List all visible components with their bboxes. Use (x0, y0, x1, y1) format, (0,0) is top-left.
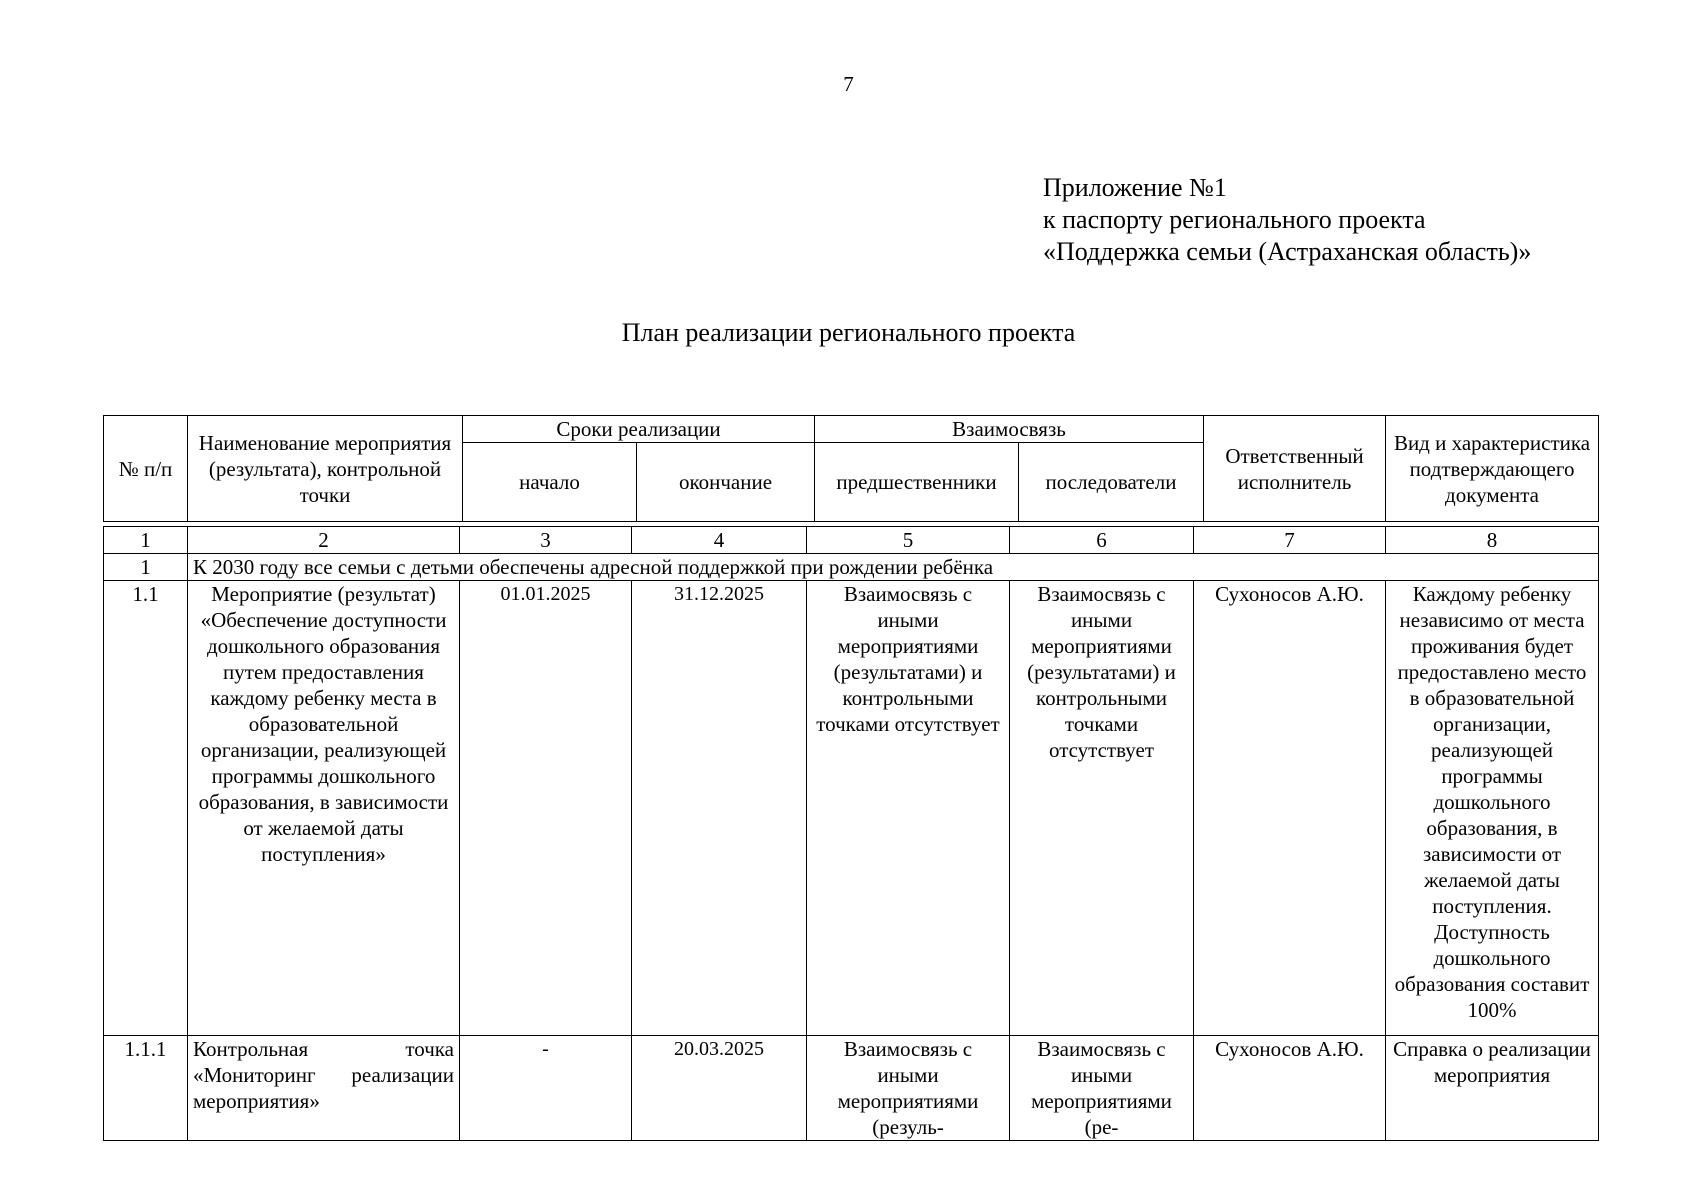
header-followers: последователи (1019, 443, 1204, 522)
table-header (103, 415, 1599, 522)
appendix-line-1: Приложение №1 (1043, 173, 1227, 202)
table-row (104, 1036, 1599, 1141)
row-start-date: - (460, 1036, 632, 1141)
header-responsible: Ответственный исполнитель (1204, 416, 1386, 522)
row-num: 1.1 (104, 581, 188, 1036)
appendix-line-3: «Поддержка семьи (Астраханская область)» (1043, 237, 1532, 266)
row-responsible: Сухоносов А.Ю. (1194, 581, 1386, 1036)
row-start-date: 01.01.2025 (460, 581, 632, 1036)
header-predecessors: предшественники (815, 443, 1019, 522)
section-num: 1 (104, 554, 188, 581)
row-responsible: Сухоносов А.Ю. (1194, 1036, 1386, 1141)
row-end-date: 20.03.2025 (632, 1036, 807, 1141)
column-number: 1 (104, 527, 188, 554)
row-predecessors: Взаимосвязь с иными мероприятиями (результатами) и контрольными точками отсутствует (807, 581, 1010, 1036)
header-terms: Сроки реализации (463, 416, 815, 443)
column-number: 3 (460, 527, 632, 554)
header-relation: Взаимосвязь (815, 416, 1204, 443)
row-followers: Взаимосвязь с иными мероприятиями (ре- (1010, 1036, 1194, 1141)
column-number: 6 (1010, 527, 1194, 554)
row-name: Контрольная точка «Мониторинг реализации мероприятия» (188, 1036, 460, 1141)
section-title: К 2030 году все семьи с детьми обеспечены адресной поддержкой при рождении ребёнка (188, 554, 1599, 581)
row-document: Справка о реализации мероприятия (1386, 1036, 1599, 1141)
column-number: 4 (632, 527, 807, 554)
header-start: начало (463, 443, 637, 522)
page-number: 7 (843, 72, 854, 96)
header-document: Вид и характеристика подтверждающего документа (1386, 416, 1599, 522)
row-predecessors: Взаимосвязь с иными мероприятиями (резуль- (807, 1036, 1010, 1141)
row-followers: Взаимосвязь с иными мероприятиями (результатами) и контрольными точками отсутствует (1010, 581, 1194, 1036)
table-row (104, 581, 1599, 1036)
row-end-date: 31.12.2025 (632, 581, 807, 1036)
appendix-line-2: к паспорту регионального проекта (1043, 205, 1426, 234)
column-number: 8 (1386, 527, 1599, 554)
row-num: 1.1.1 (104, 1036, 188, 1141)
row-name: Мероприятие (результат) «Обеспечение доступности дошкольного образования путем предоставления каждому ребенку места в образовательной организации, реализующей программы дошкольного образования, в зависимости от желаемой даты поступления» (188, 581, 460, 1036)
plan-title: План реализации регионального проекта (621, 318, 1076, 347)
column-number: 7 (1194, 527, 1386, 554)
appendix-block (1043, 172, 1531, 268)
column-number-row (104, 527, 1599, 554)
header-num: № п/п (104, 416, 188, 522)
header-name: Наименование мероприятия (результата), контрольной точки (188, 416, 463, 522)
table-body (103, 526, 1599, 1141)
header-end: окончание (637, 443, 815, 522)
column-number: 5 (807, 527, 1010, 554)
column-number: 2 (188, 527, 460, 554)
row-document: Каждому ребенку независимо от места проживания будет предоставлено место в образовательной организации, реализующей программы дошкольного образования, в зависимости от желаемой даты поступления. Доступность дошкольного образования составит 100% (1386, 581, 1599, 1036)
section-row (104, 554, 1599, 581)
